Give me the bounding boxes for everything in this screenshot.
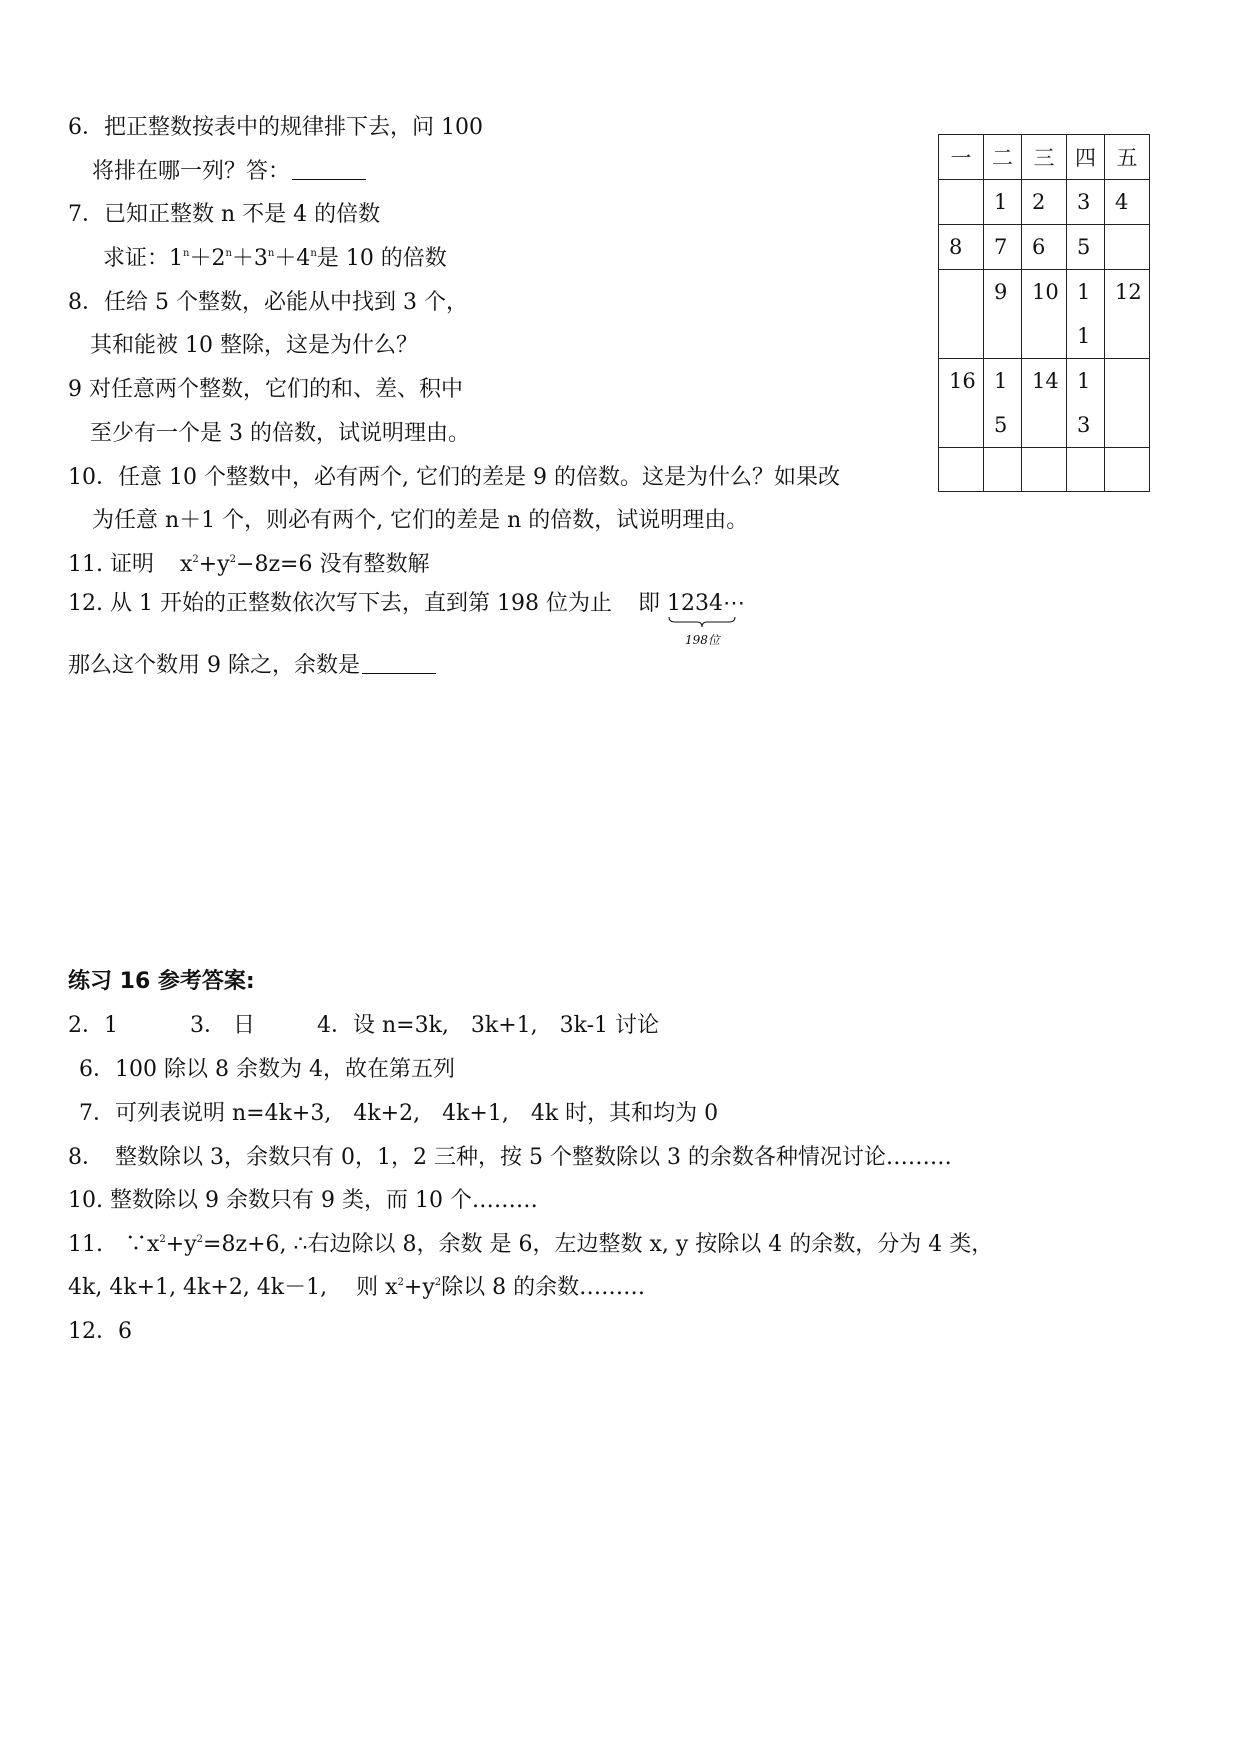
table-cell: 2 [1022,180,1067,225]
table-cell: 1 5 [984,359,1022,448]
table-cell: 1 3 [1067,359,1105,448]
q9-line2: 至少有一个是 3 的倍数，试说明理由。 [90,421,470,446]
table-header-cell: 五 [1105,135,1150,180]
table-cell: 12 [1105,270,1150,359]
answer-6: 6．100 除以 8 余数为 4，故在第五列 [79,1057,455,1082]
q7-line2: 求证：$1^n+2^n+3^n+4^n$是 10 的倍数 [103,246,447,271]
q6-line1: 6．把正整数按表中的规律排下去，问 100 [68,115,483,140]
table-cell: 10 [1022,270,1067,359]
answer-7: 7．可列表说明 n=4k+3, 4k+2, 4k+1, 4k 时，其和均为 0 [79,1101,719,1126]
table-cell [1022,448,1067,492]
table-header-cell: 四 [1067,135,1105,180]
table-cell [1105,448,1150,492]
q8-line1: 8．任给 5 个整数，必能从中找到 3 个， [68,290,468,315]
answer-10: 10. 整数除以 9 余数只有 9 类，而 10 个……… [68,1188,538,1213]
table-row [939,180,1150,225]
table-row [939,270,1150,359]
table-header-cell: 一 [939,135,984,180]
table-header-row [939,135,1150,180]
q7-line1: 7．已知正整数 n 不是 4 的倍数 [68,202,381,227]
answer-12: 12．6 [68,1319,132,1344]
q10-line1: 10．任意 10 个整数中，必有两个, 它们的差是 9 的倍数。这是为什么？如果改 [68,465,840,490]
q12-line1: 12. 从 1 开始的正整数依次写下去，直到第 198 位为止 即 1234⋯ 198位 [68,591,745,647]
number-pattern-table [938,134,1150,492]
table-cell: 9 [984,270,1022,359]
q11-line: 11. 证明 $x^2+y^2-8z=6$ 没有整数解 [68,552,430,577]
table-cell: 6 [1022,225,1067,270]
q9-line1: 9 对任意两个整数，它们的和、差、积中 [68,377,463,402]
answer-11-line1: 11. $\because x^2+y^2=8z+6$, ∴右边除以 8，余数 是 6，左边整数 x, y 按除以 4 的余数，分为 4 类， [68,1232,994,1257]
table-cell: 1 [984,180,1022,225]
q6-line2: 将排在哪一列？答： [92,157,366,187]
answer-8: 8． 整数除以 3，余数只有 0，1，2 三种，按 5 个整数除以 3 的余数各种情况讨论……… [68,1145,952,1170]
answer-11-line2: 4k, 4k+1, 4k+2, 4k－1, 则 $x^2+y^2$除以 8 的余数……… [68,1275,646,1300]
q12-line2: 那么这个数用 9 除之，余数是 [68,651,436,681]
q10-line2: 为任意 n＋1 个，则必有两个, 它们的差是 n 的倍数，试说明理由。 [92,508,749,533]
table-cell: 8 [939,225,984,270]
table-row [939,359,1150,448]
table-row [939,448,1150,492]
table-header-cell: 二 [984,135,1022,180]
answer-2-3-4: 2．1 3． 日 4．设 n=3k, 3k+1, 3k-1 讨论 [68,1013,660,1038]
table-cell [939,180,984,225]
table-cell: 4 [1105,180,1150,225]
table-cell: 5 [1067,225,1105,270]
table-cell: 1 1 [1067,270,1105,359]
table-cell: 3 [1067,180,1105,225]
table-cell [984,448,1022,492]
answer-blank[interactable] [292,159,366,180]
answer-blank[interactable] [362,653,436,674]
table-cell: 7 [984,225,1022,270]
table-cell [939,270,984,359]
table-cell: 14 [1022,359,1067,448]
answers-title: 练习 16 参考答案: [68,969,255,994]
table-cell [1067,448,1105,492]
q8-line2: 其和能被 10 整除，这是为什么？ [90,333,418,358]
underbrace-number: 1234⋯ 198位 [666,591,745,647]
table-cell [939,448,984,492]
table-cell [1105,359,1150,448]
table-cell [1105,225,1150,270]
table-row [939,225,1150,270]
table-header-cell: 三 [1022,135,1067,180]
table-cell: 16 [939,359,984,448]
